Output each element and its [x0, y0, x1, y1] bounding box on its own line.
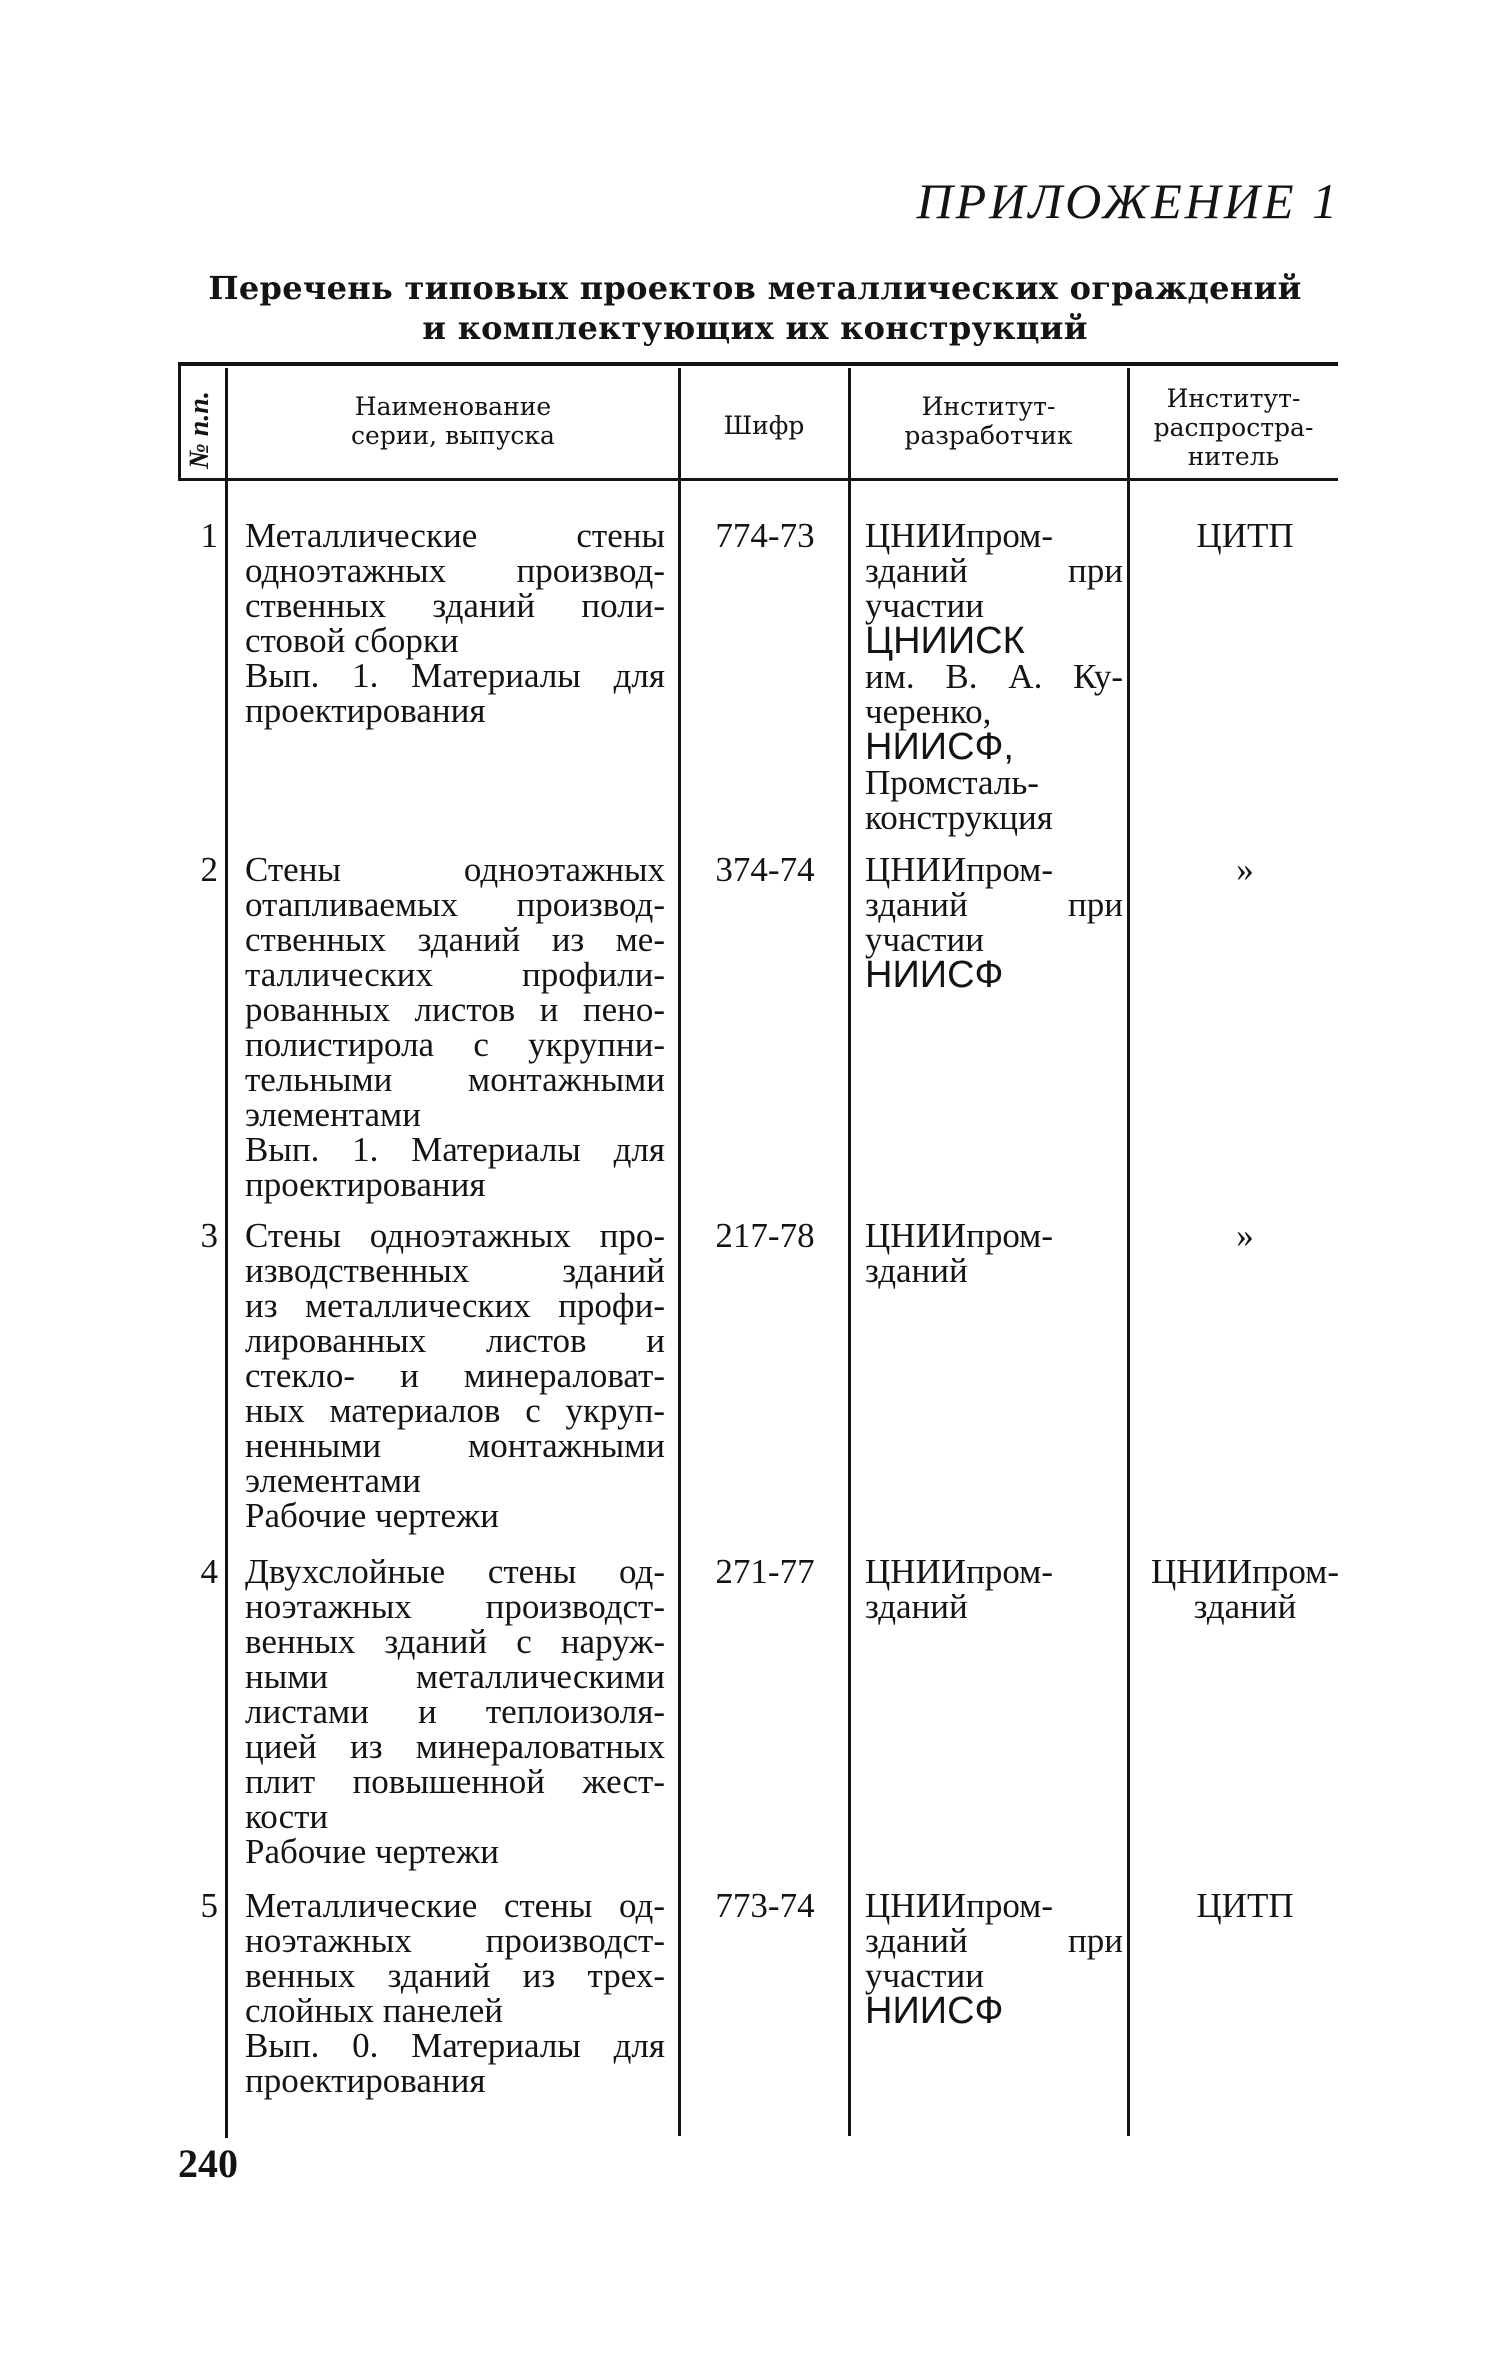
series-code: 774-73	[715, 516, 815, 555]
text-line: тельными монтажными	[245, 1060, 665, 1099]
text-line: Металлические стены од-	[245, 1886, 665, 1925]
series-code: 217-78	[715, 1216, 815, 1255]
distributor-institute	[1135, 518, 1355, 553]
text-line: ЦНИИпром-	[865, 850, 1053, 889]
text-line: венных зданий с наруж-	[245, 1622, 665, 1661]
distributor-institute	[1135, 1218, 1355, 1253]
row-number: 4	[200, 1552, 218, 1591]
table-top-rule	[178, 362, 1338, 366]
text-line: им. В. А. Ку-	[865, 657, 1123, 696]
text-line: ственных зданий из ме-	[245, 920, 665, 959]
text-line: черенко,	[865, 692, 992, 731]
row-number: 1	[200, 516, 218, 555]
text-line: проектирования	[245, 1165, 486, 1204]
title-line: Перечень типовых проектов металлических ограждений	[208, 269, 1302, 307]
text-line: зданий при	[865, 885, 1123, 924]
text-line: цией из минераловатных	[245, 1727, 665, 1766]
text-line: изводственных зданий	[245, 1251, 665, 1290]
text-line: стовой сборки	[245, 621, 459, 660]
text-line: конструкция	[865, 798, 1053, 837]
text-line: отапливаемых производ-	[245, 885, 665, 924]
header-line: Институт-	[921, 392, 1056, 421]
column-header-developer	[850, 392, 1127, 450]
text-line: Промсталь-	[865, 763, 1039, 802]
table-header-rule	[178, 478, 1338, 481]
row-number: 3	[200, 1216, 218, 1255]
text-line: стекло- и минераловат-	[245, 1356, 665, 1395]
text-line: ЦИТП	[1196, 1886, 1294, 1925]
text-line: ЦНИИпром-	[1151, 1552, 1339, 1591]
series-name	[245, 1218, 665, 1533]
text-line: одноэтажных производ-	[245, 551, 665, 590]
series-code: 773-74	[715, 1886, 815, 1925]
distributor-institute	[1135, 1888, 1355, 1923]
text-line: зданий	[865, 1587, 968, 1626]
series-name	[245, 1888, 665, 2098]
series-name	[245, 1554, 665, 1869]
page-number: 240	[178, 2141, 238, 2186]
developer-institute	[865, 1886, 1123, 2032]
developer-institute	[865, 518, 1123, 835]
text-line: ственных зданий поли-	[245, 586, 665, 625]
column-header-code: Шифр	[723, 411, 805, 440]
text-line: кости	[245, 1797, 329, 1836]
text-line: ноэтажных производст-	[245, 1921, 665, 1960]
text-line: Металлические стены	[245, 516, 665, 555]
header-line: серии, выпуска	[351, 421, 555, 450]
column-header-distributor	[1129, 384, 1338, 471]
text-line: зданий	[1193, 1587, 1297, 1626]
header-line: нитель	[1187, 442, 1280, 471]
series-name	[245, 518, 665, 728]
text-line: НИИСФ,	[865, 726, 1014, 768]
text-line: таллических профили-	[245, 955, 665, 994]
header-line: разработчик	[904, 421, 1073, 450]
text-line: проектирования	[245, 691, 486, 730]
header-left-border	[178, 362, 181, 480]
text-line: ЦНИИпром-	[865, 516, 1053, 555]
text-line: ЦНИИпром-	[865, 1886, 1053, 1925]
text-line: элементами	[245, 1095, 421, 1134]
text-line: элементами	[245, 1461, 421, 1500]
column-header-name	[228, 392, 678, 450]
text-line: участии	[865, 1956, 984, 1995]
text-line: ненными монтажными	[245, 1426, 665, 1465]
distributor-institute	[1135, 1554, 1355, 1624]
text-line: венных зданий из трех-	[245, 1956, 665, 1995]
developer-institute	[865, 850, 1123, 996]
header-line: распростра-	[1153, 413, 1314, 442]
series-name	[245, 852, 665, 1202]
text-line: Стены одноэтажных	[245, 850, 665, 889]
text-line: Вып. 1. Материалы для	[245, 656, 665, 695]
column-divider	[678, 368, 681, 2136]
column-divider	[848, 368, 851, 2136]
developer-institute	[865, 1554, 1123, 1624]
text-line: зданий	[865, 1251, 968, 1290]
text-line: ЦНИИпром-	[865, 1216, 1053, 1255]
developer-institute	[865, 1218, 1123, 1288]
text-line: участии	[865, 920, 984, 959]
series-code: 374-74	[715, 850, 815, 889]
text-line: полистирола с укрупни-	[245, 1025, 665, 1064]
text-line: Двухслойные стены од-	[245, 1552, 665, 1591]
text-line: ноэтажных производст-	[245, 1587, 665, 1626]
text-line: ЦНИИпром-	[865, 1552, 1053, 1591]
text-line: слойных панелей	[245, 1991, 503, 2030]
text-line: ЦНИИСК	[865, 620, 1025, 662]
text-line: проектирования	[245, 2061, 486, 2100]
text-line: Рабочие чертежи	[245, 1832, 499, 1871]
column-divider	[225, 368, 228, 2138]
text-line: »	[1236, 850, 1254, 889]
text-line: ных материалов с укруп-	[245, 1391, 665, 1430]
distributor-institute	[1135, 852, 1355, 887]
text-line: Вып. 0. Материалы для	[245, 2026, 665, 2065]
text-line: листами и теплоизоля-	[245, 1692, 665, 1731]
text-line: Вып. 1. Материалы для	[245, 1130, 665, 1169]
text-line: участии	[865, 586, 984, 625]
text-line: Стены одноэтажных про-	[245, 1216, 665, 1255]
text-line: рованных листов и пено-	[245, 990, 665, 1029]
text-line: Рабочие чертежи	[245, 1496, 499, 1535]
column-divider	[1127, 368, 1130, 2136]
header-line: Институт-	[1166, 384, 1301, 413]
text-line: зданий при	[865, 1921, 1123, 1960]
text-line: НИИСФ	[865, 954, 1004, 996]
text-line: НИИСФ	[865, 1990, 1004, 2032]
text-line: из металлических профи-	[245, 1286, 665, 1325]
row-number: 5	[200, 1886, 218, 1925]
appendix-label: ПРИЛОЖЕНИЕ 1	[916, 173, 1340, 229]
text-line: зданий при	[865, 551, 1123, 590]
header-line: Наименование	[354, 392, 552, 421]
document-title	[180, 268, 1330, 348]
column-header-num: № п.п.	[184, 391, 215, 469]
text-line: »	[1236, 1216, 1254, 1255]
row-number: 2	[200, 850, 218, 889]
text-line: ными металлическими	[245, 1657, 665, 1696]
series-code: 271-77	[715, 1552, 815, 1591]
title-line: и комплектующих их конструкций	[422, 309, 1088, 347]
text-line: плит повышенной жест-	[245, 1762, 665, 1801]
text-line: лированных листов и	[245, 1321, 665, 1360]
text-line: ЦИТП	[1196, 516, 1294, 555]
